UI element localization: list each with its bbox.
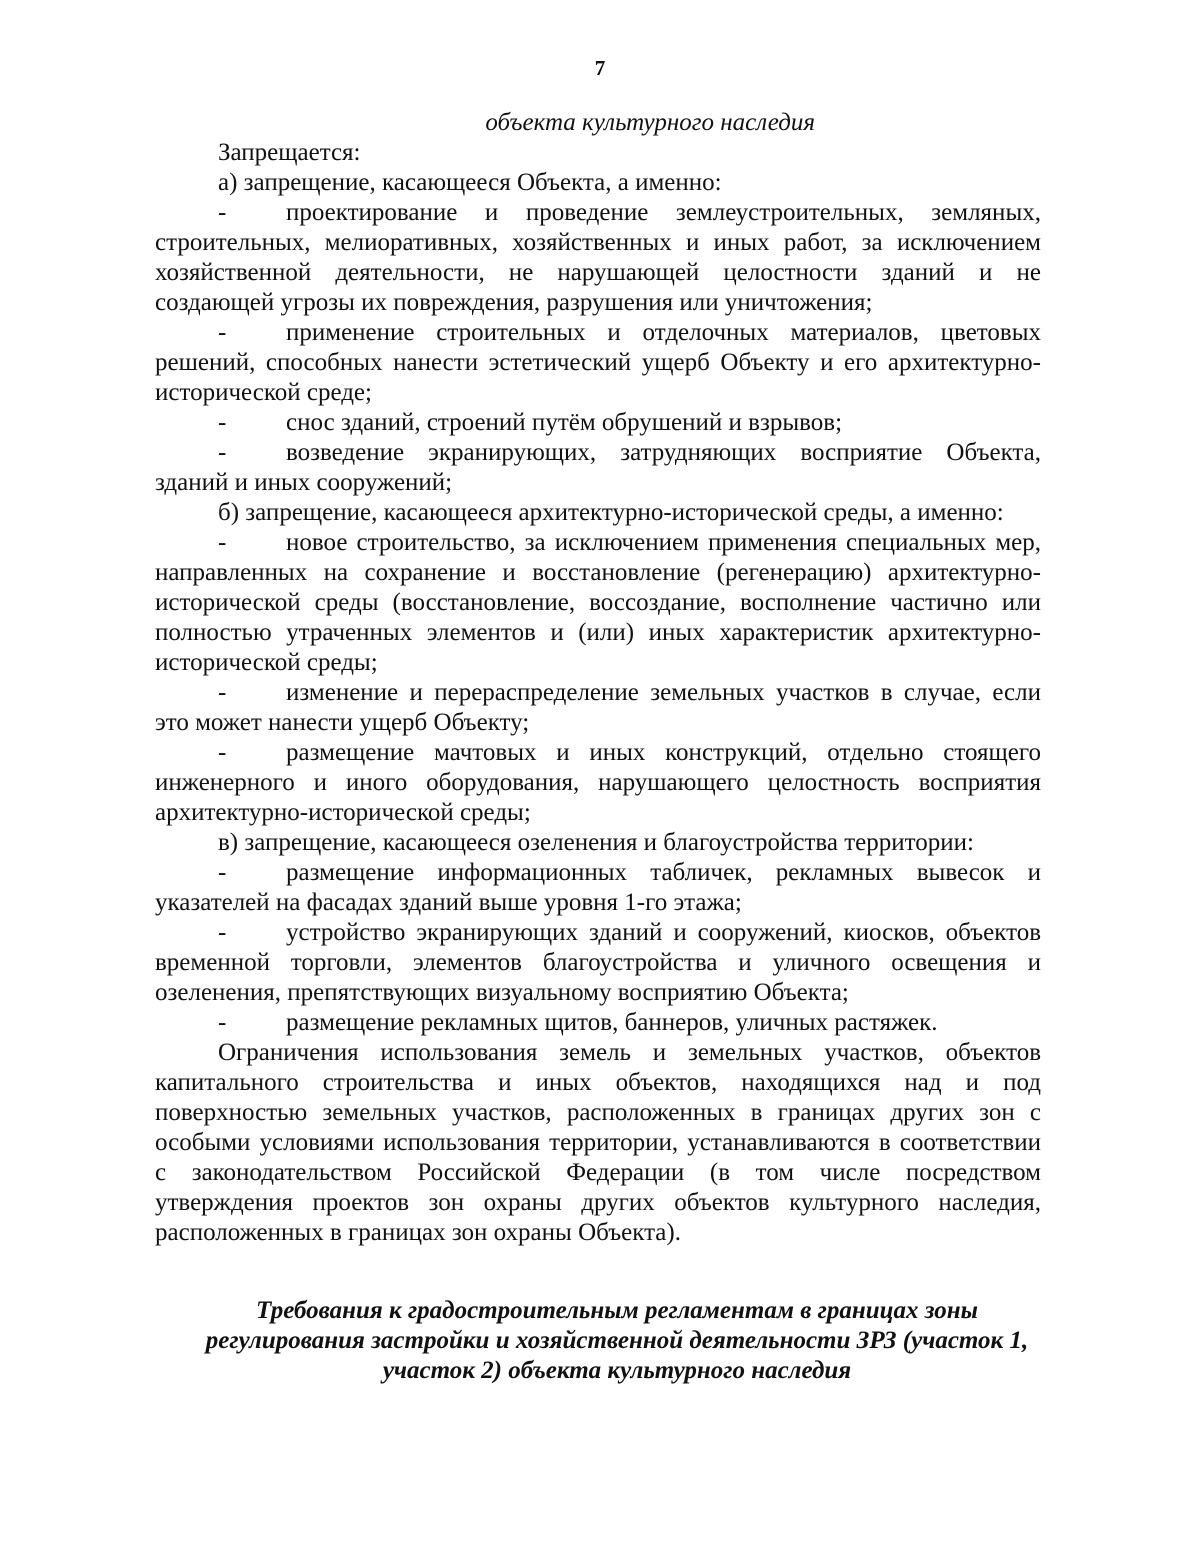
next-section-heading: Требования к градостроительным регламентам в границах зоны регулирования застройки и хозяйственной деятельности ЗРЗ (участок 1, участок 2) объекта культурного наследия	[205, 1297, 1029, 1384]
dash-marker: -	[218, 319, 227, 346]
dash-marker: -	[218, 439, 227, 466]
dash-marker: -	[218, 529, 227, 556]
section-c-heading: в) запрещение, касающееся озеленения и благоустройства территории:	[218, 829, 974, 856]
dash-marker: -	[218, 1009, 227, 1036]
list-item: - размещение информационных табличек, рекламных вывесок и указателей на фасадах зданий выше уровня 1-го этажа;	[155, 859, 1041, 916]
list-item: - изменение и перераспределение земельных участков в случае, если это может нанести ущерб Объекту;	[155, 679, 1041, 736]
page-number: 7	[594, 56, 606, 80]
dash-marker: -	[218, 919, 227, 946]
list-item: - проектирование и проведение землеустроительных, земляных, строительных, мелиоративных, хозяйственных и иных работ, за исключением хозяйственной деятельности, не нарушающей целостности зданий и не создающей угрозы их повреждения, разрушения или уничтожения;	[155, 199, 1041, 316]
section-b-heading: б) запрещение, касающееся архитектурно-исторической среды, а именно:	[218, 499, 1004, 526]
list-item: - возведение экранирующих, затрудняющих восприятие Объекта, зданий и иных сооружений;	[155, 439, 1041, 496]
closing-paragraph: Ограничения использования земель и земельных участков, объектов капитального строительства и иных объектов, находящихся над и под поверхностью земельных участков, расположенных в границах других зон с особыми условиями использования территории, устанавливаются в соответствии с законодательством Российской Федерации (в том числе посредством утверждения проектов зон охраны других объектов культурного наследия, расположенных в границах зон охраны Объекта).	[155, 1039, 1041, 1246]
dash-marker: -	[218, 679, 227, 706]
list-item: - снос зданий, строений путём обрушений и взрывов;	[218, 409, 843, 436]
dash-marker: -	[218, 859, 227, 886]
list-item: - новое строительство, за исключением применения специальных мер, направленных на сохранение и восстановление (регенерацию) архитектурно-исторической среды (восстановление, воссоздание, восполнение частично или полностью утраченных элементов и (или) иных характеристик архитектурно-исторической среды;	[155, 529, 1041, 676]
section-a-heading: а) запрещение, касающееся Объекта, а именно:	[218, 169, 722, 196]
continued-heading: объекта культурного наследия	[485, 109, 815, 136]
intro-text: Запрещается:	[218, 139, 361, 166]
dash-marker: -	[218, 199, 227, 226]
dash-marker: -	[218, 739, 227, 766]
list-item: - устройство экранирующих зданий и сооружений, киосков, объектов временной торговли, элементов благоустройства и уличного освещения и озеленения, препятствующих визуальному восприятию Объекта;	[155, 919, 1041, 1006]
list-item: - размещение мачтовых и иных конструкций, отдельно стоящего инженерного и иного оборудования, нарушающего целостность восприятия архитектурно-исторической среды;	[155, 739, 1041, 826]
document-body	[155, 108, 1041, 1386]
list-item: - размещение рекламных щитов, баннеров, уличных растяжек.	[218, 1009, 938, 1036]
list-item: - применение строительных и отделочных материалов, цветовых решений, способных нанести эстетический ущерб Объекту и его архитектурно-исторической среде;	[155, 319, 1041, 406]
dash-marker: -	[218, 409, 227, 436]
